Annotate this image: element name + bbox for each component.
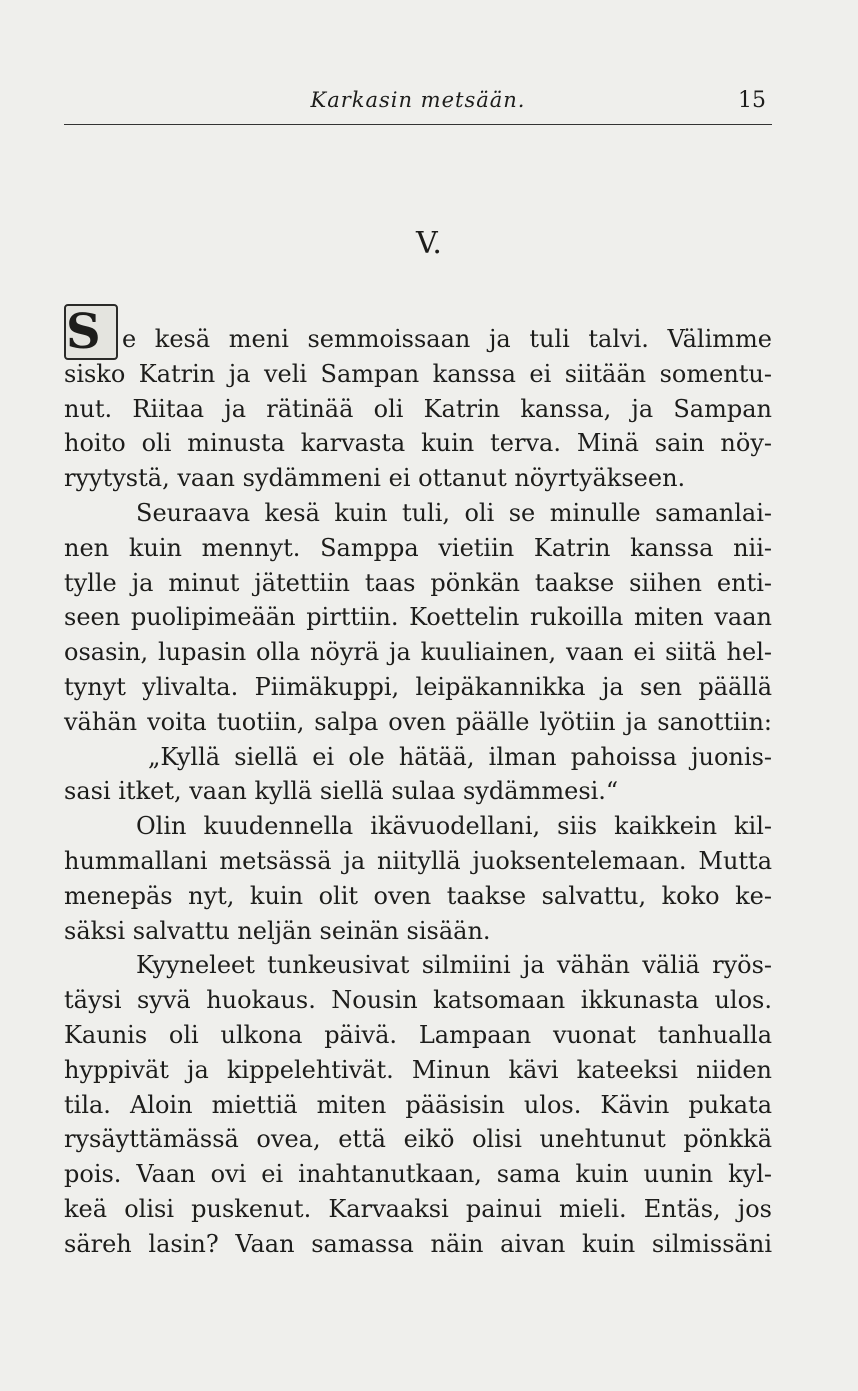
text-line: Seuraava kesä kuin tuli, oli se minulle samanlai- bbox=[136, 498, 772, 527]
running-title: Karkasin metsään. bbox=[310, 88, 526, 112]
text-line: keä olisi puskenut. Karvaaksi painui mieli. Entäs, jos bbox=[64, 1194, 772, 1223]
paragraph bbox=[64, 304, 772, 496]
text-line: rysäyttämässä ovea, että eikö olisi unehtunut pönkkä bbox=[64, 1125, 772, 1154]
text-line: Olin kuudennella ikävuodellani, siis kaikkein kil- bbox=[136, 812, 772, 841]
text-line: tylle ja minut jätettiin taas pönkän taakse siihen enti- bbox=[64, 568, 772, 597]
text-line: menepäs nyt, kuin olit oven taakse salvattu, koko ke- bbox=[64, 881, 772, 910]
text-line: ryytystä, vaan sydämmeni ei ottanut nöyrtyäkseen. bbox=[64, 464, 686, 493]
text-line: seen puolipimeään pirttiin. Koettelin rukoilla miten vaan bbox=[64, 603, 772, 632]
text-line: pois. Vaan ovi ei inahtanutkaan, sama kuin uunin kyl- bbox=[64, 1160, 772, 1189]
text-line: hyppivät ja kippelehtivät. Minun kävi kateeksi niiden bbox=[64, 1055, 772, 1084]
text-line: säksi salvattu neljän seinän sisään. bbox=[64, 916, 491, 945]
text-line: tila. Aloin miettiä miten pääsisin ulos. Kävin pukata bbox=[64, 1090, 772, 1119]
paragraph-quote bbox=[64, 740, 772, 810]
paragraph bbox=[64, 948, 772, 1261]
dropcap-initial: S bbox=[64, 304, 118, 360]
text-line: S e kesä meni semmoissaan ja tuli talvi. Välimme bbox=[66, 304, 772, 360]
text-line: hoito oli minusta karvasta kuin terva. Minä sain nöy- bbox=[64, 429, 772, 458]
text-line: Kyyneleet tunkeusivat silmiini ja vähän väliä ryös- bbox=[136, 951, 772, 980]
text-line: nen kuin mennyt. Samppa vietiin Katrin kanssa nii- bbox=[64, 533, 772, 562]
text-line: tynyt ylivalta. Piimäkuppi, leipäkannikka ja sen päällä bbox=[64, 672, 772, 701]
page-header bbox=[64, 82, 772, 122]
paragraph bbox=[64, 496, 772, 740]
text-line: Kaunis oli ulkona päivä. Lampaan vuonat tanhualla bbox=[64, 1020, 772, 1049]
header-rule bbox=[64, 124, 772, 125]
text-line: täysi syvä huokaus. Nousin katsomaan ikkunasta ulos. bbox=[64, 986, 772, 1015]
body-text bbox=[64, 304, 772, 1262]
text-line: osasin, lupasin olla nöyrä ja kuuliainen, vaan ei siitä hel- bbox=[64, 638, 772, 667]
text-line: hummallani metsässä ja niityllä juoksentelemaan. Mutta bbox=[64, 846, 772, 875]
text-line: „Kyllä siellä ei ole hätää, ilman pahoissa juonis- bbox=[148, 742, 772, 771]
text-line: säreh lasin? Vaan samassa näin aivan kuin silmissäni bbox=[64, 1229, 772, 1258]
text-line: nut. Riitaa ja rätinää oli Katrin kanssa, ja Sampan bbox=[64, 394, 772, 423]
paragraph bbox=[64, 809, 772, 948]
text-line: sisko Katrin ja veli Sampan kanssa ei siitään somentu- bbox=[64, 359, 772, 388]
text-line: vähän voita tuotiin, salpa oven päälle lyötiin ja sanottiin: bbox=[64, 707, 772, 736]
text-line: sasi itket, vaan kyllä siellä sulaa sydämmesi.“ bbox=[64, 777, 619, 806]
page-number: 15 bbox=[738, 88, 766, 113]
chapter-number: V. bbox=[416, 226, 442, 261]
